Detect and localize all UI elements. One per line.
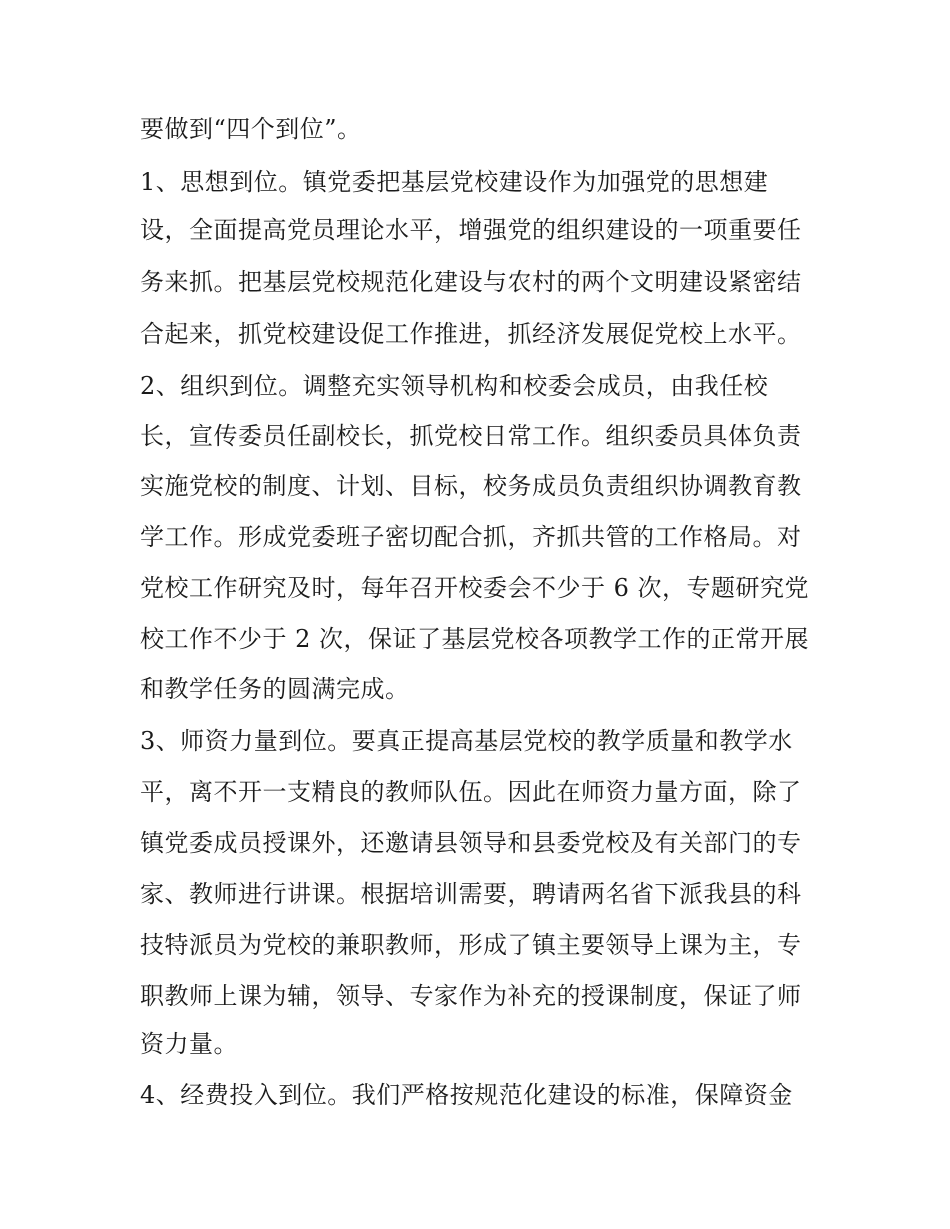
text-line: 镇党委成员授课外，还邀请县领导和县委党校及有关部门的专 [140,829,802,857]
text-line: 家、教师进行讲课。根据培训需要，聘请两名省下派我县的科 [140,880,802,908]
text-line: 职教师上课为辅，领导、专家作为补充的授课制度，保证了师 [140,982,802,1010]
text-line: 实施党校的制度、计划、目标，校务成员负责组织协调教育教 [140,472,802,500]
text-line: 平，离不开一支精良的教师队伍。因此在师资力量方面，除了 [140,778,802,806]
text-line: 务来抓。把基层党校规范化建设与农村的两个文明建设紧密结 [140,268,802,296]
text-line: 4、经费投入到位。我们严格按规范化建设的标准，保障资金 [140,1081,793,1109]
text-line: 设，全面提高党员理论水平，增强党的组织建设的一项重要任 [140,216,802,244]
text-line: 资力量。 [140,1030,238,1058]
text-line: 长，宣传委员任副校长，抓党校日常工作。组织委员具体负责 [140,422,802,450]
text-line: 和教学任务的圆满完成。 [140,675,410,703]
text-line: 1、思想到位。镇党委把基层党校建设作为加强党的思想建 [140,168,769,196]
text-line: 3、师资力量到位。要真正提高基层党校的教学质量和教学水 [140,727,793,755]
text-line: 要做到“四个到位”。 [140,115,362,143]
text-line: 校工作不少于 2 次，保证了基层党校各项教学工作的正常开展 [140,625,810,653]
text-line: 合起来，抓党校建设促工作推进，抓经济发展促党校上水平。 [140,320,802,348]
text-line: 党校工作研究及时，每年召开校委会不少于 6 次，专题研究党 [140,574,810,602]
text-line: 技特派员为党校的兼职教师，形成了镇主要领导上课为主，专 [140,931,802,959]
text-line: 2、组织到位。调整充实领导机构和校委会成员，由我任校 [140,372,769,400]
text-line: 学工作。形成党委班子密切配合抓，齐抓共管的工作格局。对 [140,523,802,551]
